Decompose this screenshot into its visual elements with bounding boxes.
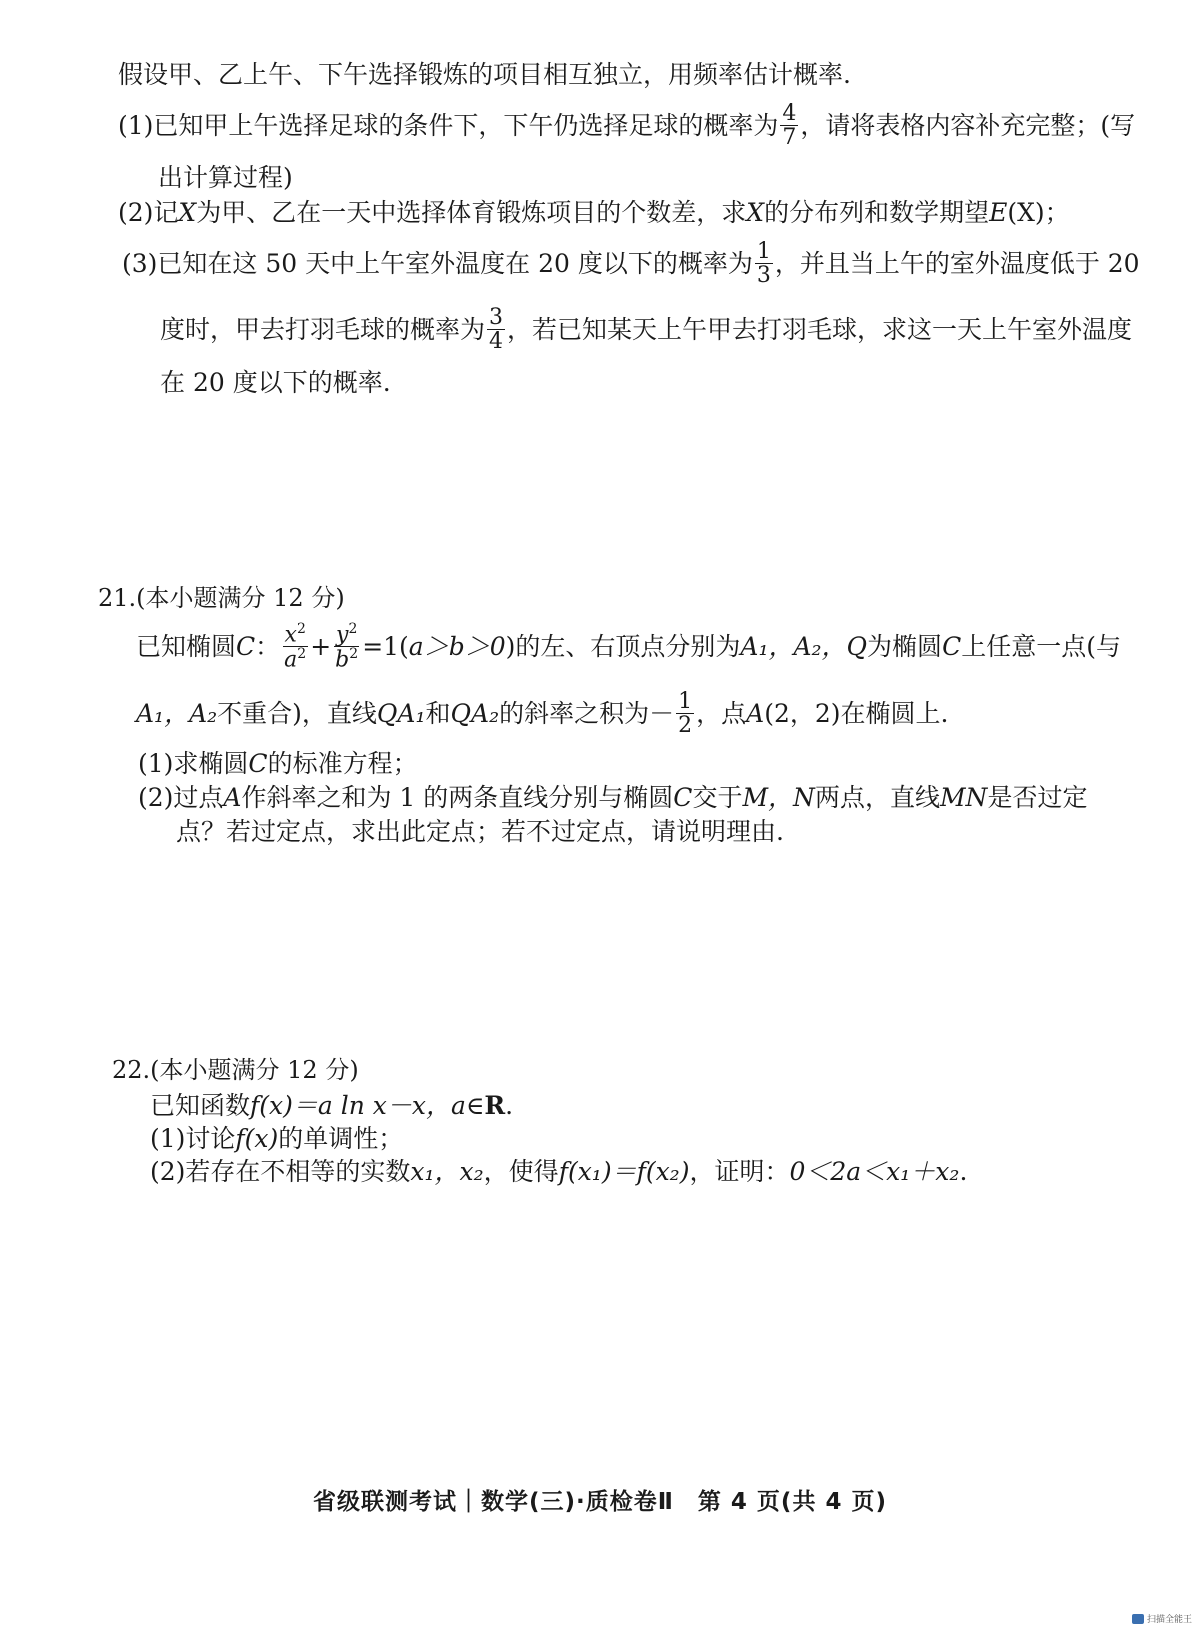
fraction-x2-a2: $\frac{x^2}{a^2}$ [284,621,307,673]
fraction-1-3: $\frac{1}{3}$ [756,239,771,289]
fraction-y2-b2: $\frac{y^2}{b^2}$ [335,621,359,673]
fraction-4-7: $\frac{4}{7}$ [782,101,797,151]
page-footer: 省级联测考试｜数学(三)·质检卷Ⅱ 第 4 页(共 4 页) [313,1489,887,1515]
q20-part1-line2: 出计算过程) [158,163,293,192]
problem-21-part2-line2: 点？若过定点，求出此定点；若不过定点，请说明理由. [176,817,784,846]
fraction-3-4: $\frac{3}{4}$ [489,305,504,355]
q20-part3-line3: 在 20 度以下的概率. [160,368,391,397]
problem-22-line1: 已知函数 f(x)＝a ln x－x，a∈ R . [150,1091,514,1120]
fraction-1-2: $\frac{1}{2}$ [678,689,693,739]
intro-line: 假设甲、乙上午、下午选择锻炼的项目相互独立，用频率估计概率. [118,60,851,89]
q20-part3-line2: 度时，甲去打羽毛球的概率为 $\frac{3}{4}$ ，若已知某天上午甲去打羽毛球，求这一天上午室外温度 [160,305,1133,355]
problem-21-line1: 已知椭圆 C ： $\frac{x^2}{a^2}$ + $\frac{y^2}{b^2}$ =1( a＞b＞0 )的左、右顶点分别为 A₁，A₂，Q 为椭圆 C 上任意一点(与 [136,621,1121,673]
q20-part1-line1: (1)已知甲上午选择足球的条件下，下午仍选择足球的概率为 $\frac{4}{7}$ ，请将表格内容补充完整；(写 [118,101,1136,151]
problem-21-line2: A₁，A₂ 不重合)，直线 QA₁ 和 QA₂ 的斜率之积为－ $\frac{1}{2}$ ，点 A (2，2)在椭圆上. [136,689,949,739]
problem-21-part1: (1)求椭圆 C 的标准方程； [138,749,418,778]
problem-22-title: 22.(本小题满分 12 分) [112,1056,359,1084]
problem-21-part2-line1: (2)过点 A 作斜率之和为 1 的两条直线分别与椭圆 C 交于 M，N 两点，直线 MN 是否过定 [138,783,1088,812]
problem-22-part1: (1)讨论 f(x) 的单调性； [150,1124,404,1153]
q20-part3-line1: (3)已知在这 50 天中上午室外温度在 20 度以下的概率为 $\frac{1}{3}$ ，并且当上午的室外温度低于 20 [122,239,1140,289]
q20-part2-line: (2)记 X 为甲、乙在一天中选择体育锻炼项目的个数差，求 X 的分布列和数学期望 E (X)； [118,198,1070,227]
scanner-watermark: 扫描全能王 [1132,1612,1192,1625]
problem-21-title: 21.(本小题满分 12 分) [98,584,345,612]
scanner-logo-icon [1132,1614,1144,1624]
problem-22-part2: (2)若存在不相等的实数 x₁，x₂ ，使得 f(x₁)＝f(x₂) ，证明： 0＜2a＜x₁＋x₂ . [150,1157,968,1186]
